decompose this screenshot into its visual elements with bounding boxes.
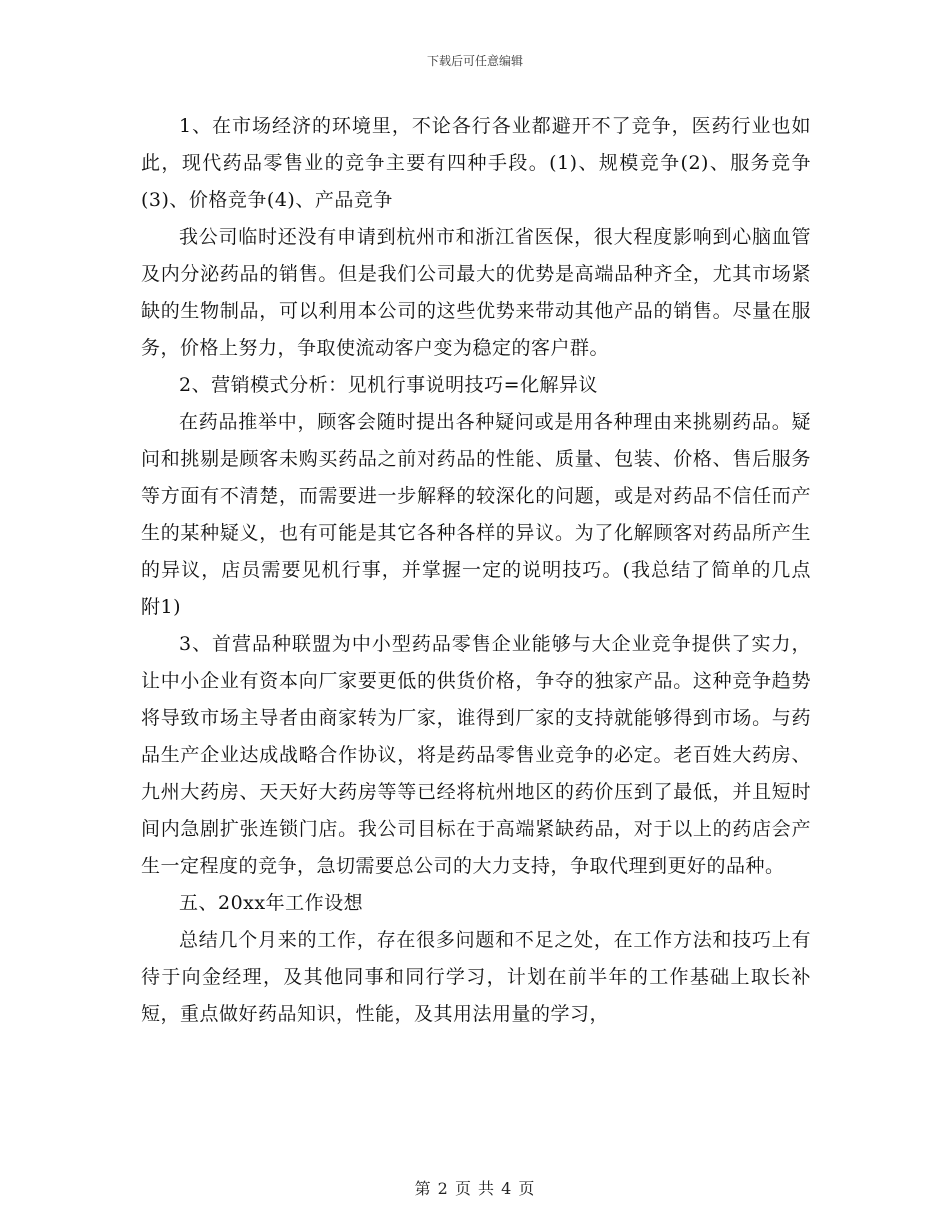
page-footer: 第 2 页 共 4 页 (414, 1179, 536, 1198)
paragraph-3: 2、营销模式分析：见机行事说明技巧=化解异议 (179, 374, 599, 396)
paragraph-5: 3、首营品种联盟为中小型药品零售企业能够与大企业竞争提供了实力，让中小企业有资本向厂家要更低的供货价格，争夺的独家产品。这种竞争趋势将导致市场主导者由商家转为厂家，谁得到厂家的支持就能够得到市场。与药品生产企业达成战略合作协议，将是药品零售业竞争的必定。老百姓大药房、九州大药房、天天好大药房等等已经将杭州地区的药价压到了最低，并且短时间内急剧扩张连锁门店。我公司目标在于高端紧缺药品，对于以上的药店会产生一定程度的竞争，急切需要总公司的大力支持，争取代理到更好的品种。 (141, 633, 811, 877)
page-header: 下载后可任意编辑 (426, 54, 523, 68)
section-heading-5: 五、20xx年工作设想 (179, 892, 364, 914)
paragraph-2: 我公司临时还没有申请到杭州市和浙江省医保，很大程度影响到心脑血管及内分泌药品的销售。但是我们公司最大的优势是高端品种齐全，尤其市场紧缺的生物制品，可以利用本公司的这些优势来带动其他产品的销售。尽量在服务，价格上努力，争取使流动客户变为稳定的客户群。 (141, 226, 811, 359)
paragraph-7: 总结几个月来的工作，存在很多问题和不足之处，在工作方法和技巧上有待于向金经理，及其他同事和同行学习，计划在前半年的工作基础上取长补短，重点做好药品知识，性能，及其用法用量的学习， (141, 929, 811, 1025)
document-body (141, 108, 811, 1033)
paragraph-4: 在药品推举中，顾客会随时提出各种疑问或是用各种理由来挑剔药品。疑问和挑剔是顾客未购买药品之前对药品的性能、质量、包装、价格、售后服务等方面有不清楚，而需要进一步解释的较深化的问题，或是对药品不信任而产生的某种疑义，也有可能是其它各种各样的异议。为了化解顾客对药品所产生的异议，店员需要见机行事，并掌握一定的说明技巧。(我总结了简单的几点附1) (141, 411, 811, 618)
paragraph-1: 1、在市场经济的环境里，不论各行各业都避开不了竞争，医药行业也如此，现代药品零售业的竞争主要有四种手段。(1)、规模竞争(2)、服务竞争(3)、价格竞争(4)、产品竞争 (141, 115, 811, 211)
